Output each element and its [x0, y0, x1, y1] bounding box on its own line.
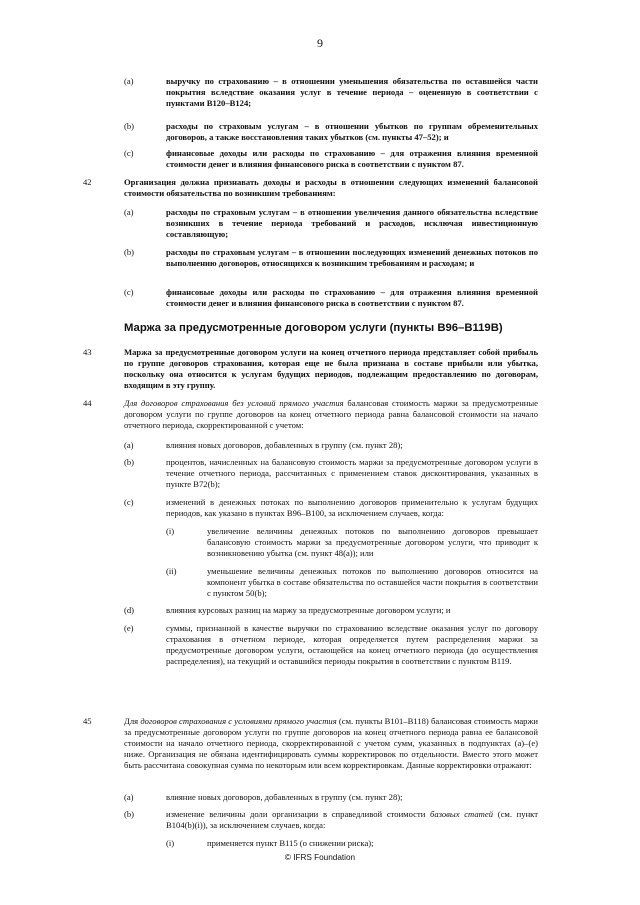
item-text: влияния новых договоров, добавленных в группу (см. пункт 28); [166, 440, 403, 450]
item-label: (b) [124, 809, 135, 819]
item-text: суммы, признанной в качестве выручки по страхованию вследствие оказания услуг по договору страхования в отчетном периоде, которая определяется путем распределения маржи за предусмотренные договором услуги, остающейся на конец отчетного периода (до осуществления распределения), на текущий и оставшийся периоды покрытия в соответствии с пунктом B119. [166, 623, 538, 667]
paragraph-text-start: Для [124, 716, 141, 726]
item-text: финансовые доходы или расходы по страхованию – для отражения влияния временной стоимости денег и влияния финансового риска в соответствии с пунктом 87. [166, 148, 538, 170]
subitem-text: применяется пункт B115 (о снижении риска); [207, 838, 374, 848]
paragraph-text: Организация должна признавать доходы и расходы в отношении следующих изменений балансовой стоимости обязательства по возникшим требованиям: [124, 177, 538, 199]
paragraph-text-rest: балансовая стоимость маржи за предусмотренные договором услуги по группе договоров на конец отчетного периода равна балансовой стоимости на начало отчетного периода, скорректированной с учетом: [124, 398, 538, 431]
item-text: влияния курсовых разниц на маржу за предусмотренные договором услуги; и [166, 605, 451, 615]
subitem-text: уменьшение величины денежных потоков по выполнению договоров относится на компонент убытка в составе обязательства по оставшейся части покрытия в соответствии с пунктом 50(b); [207, 566, 538, 599]
item-label: (b) [124, 247, 135, 257]
item-text: расходы по страховым услугам – в отношении убытков по группам обременительных договоров, а также восстановления таких убытков (см. пункты 47–52); и [166, 121, 538, 143]
item-label: (b) [124, 457, 135, 467]
item-text: процентов, начисленных на балансовую стоимость маржи за предусмотренные договором услуги в течение отчетного периода, рассчитанных с применением ставок дисконтирования, указанных в пункте B72(b); [166, 457, 538, 490]
defined-term: договоров страхования с условиями прямого участия [140, 716, 337, 726]
paragraph-number: 44 [83, 398, 92, 408]
paragraph-text [124, 398, 538, 431]
item-text: выручку по страхованию – в отношении уменьшения обязательства по оставшейся части покрытия вследствие оказания услуг в течение периода – оцененную в соответствии с пунктами B120–B124; [166, 76, 538, 109]
paragraph-number: 43 [83, 347, 92, 357]
page-number: 9 [317, 36, 323, 50]
item-label: (a) [124, 440, 134, 450]
item-label: (b) [124, 121, 135, 131]
item-text: влияние новых договоров, добавленных в группу (см. пункт 28); [166, 792, 403, 802]
item-text: финансовые доходы или расходы по страхованию – для отражения влияния временной стоимости денег и влияния финансового риска в соответствии с пунктом 87. [166, 287, 538, 309]
item-label: (a) [124, 207, 134, 217]
defined-term: базовых статей [430, 809, 493, 819]
item-label: (c) [124, 287, 134, 297]
item-label: (a) [124, 76, 134, 86]
item-text-start: изменение величины доли организации в справедливой стоимости [166, 809, 431, 819]
paragraph-number: 45 [83, 716, 92, 726]
item-label: (a) [124, 792, 134, 802]
defined-term: Для договоров страхования без условий прямого участия [124, 398, 344, 408]
paragraph-text: Маржа за предусмотренные договором услуги на конец отчетного периода представляет собой прибыль по группе договоров страхования, которая еще не была признана в составе прибыли или убытка, поскольку она относится к услугам будущих периодов, подлежащим предоставлению по договорам, входящим в эту группу. [124, 347, 538, 391]
item-text [166, 809, 538, 831]
item-text: изменений в денежных потоках по выполнению договоров применительно к услугам будущих периодов, как указано в пунктах B96–B100, за исключением случаев, когда: [166, 497, 538, 519]
item-label: (e) [124, 623, 134, 633]
section-heading: Маржа за предусмотренные договором услуги (пункты B96–B119B) [124, 322, 503, 334]
item-label: (c) [124, 148, 134, 158]
item-text: расходы по страховым услугам – в отношении последующих изменений денежных потоков по выполнению договоров, относящихся к возникшим требованиям и расходам; и [166, 247, 538, 269]
item-text-rest: (см. пункт B104(b)(i)), за исключением случаев, когда: [166, 809, 538, 831]
subitem-text: увеличение величины денежных потоков по выполнению договоров превышает балансовую стоимость маржи за предусмотренные договором услуги, что приводит к возникновению убытка (см. пункт 48(a)); или [207, 526, 538, 559]
item-label: (d) [124, 605, 135, 615]
subitem-label: (ii) [166, 566, 177, 576]
item-label: (c) [124, 497, 134, 507]
footer-copyright: © IFRS Foundation [284, 853, 356, 862]
subitem-label: (i) [166, 838, 175, 848]
subitem-label: (i) [166, 526, 175, 536]
item-text: расходы по страховым услугам – в отношении увеличения данного обязательства вследствие возникших в течение периода требований и расходов, исключая инвестиционную составляющую; [166, 207, 538, 240]
paragraph-text-rest: (см. пункты B101–B118) балансовая стоимость маржи за предусмотренные договором услуги по группе договоров на конец отчетного периода равна ее балансовой стоимости на начало отчетного периода, скорректированной с учетом сумм, указанных в подпунктах (a)–(e) ниже. Организация не обязана идентифицировать суммы корректировок по отдельности. Вместо этого может быть рассчитана совокупная сумма по некоторым или всем корректировкам. Данные корректировки отражают: [124, 716, 538, 771]
paragraph-number: 42 [83, 177, 92, 187]
paragraph-text [124, 716, 538, 771]
